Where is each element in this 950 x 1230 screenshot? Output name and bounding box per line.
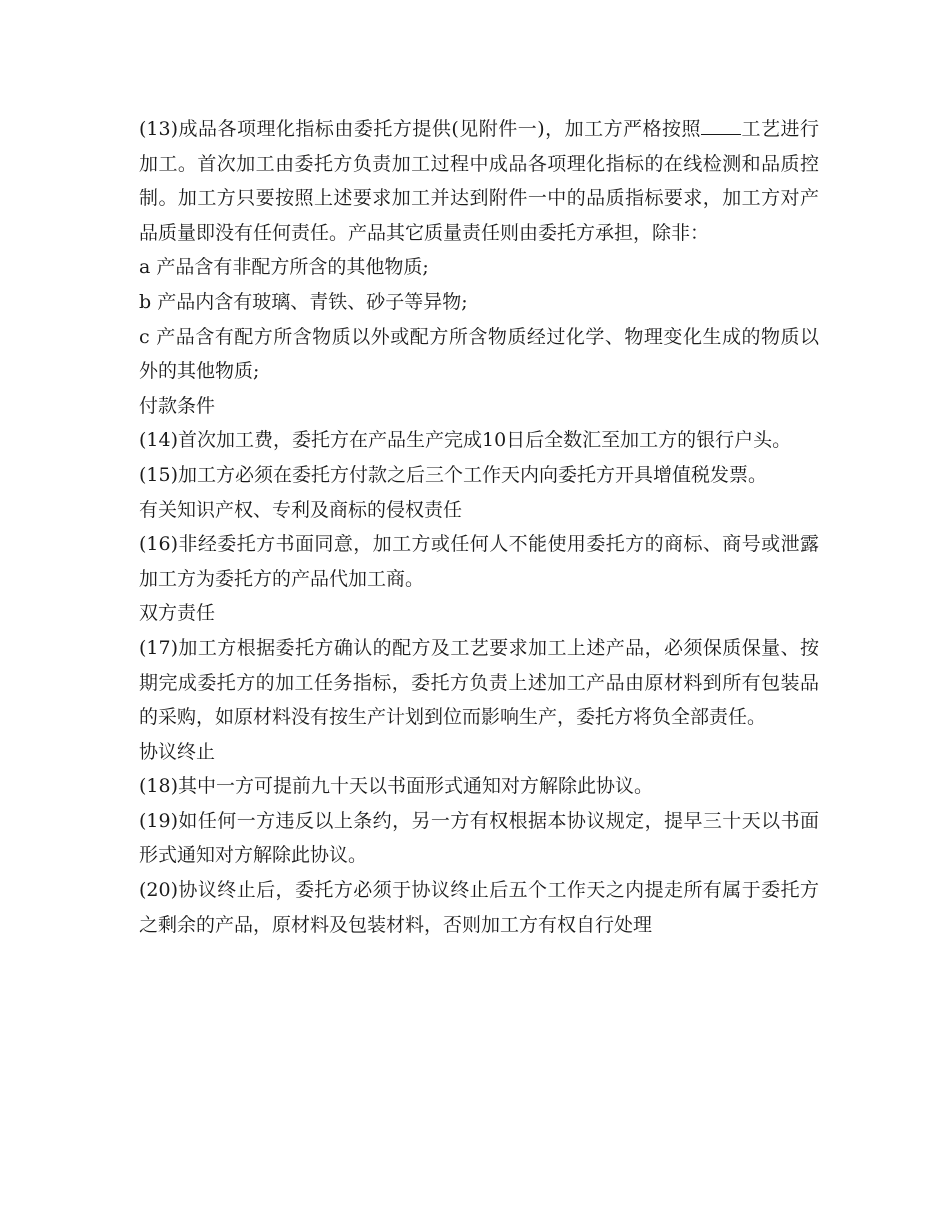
clause-15: (15)加工方必须在委托方付款之后三个工作天内向委托方开具增值税发票。	[139, 463, 768, 486]
clause-16: (16)非经委托方书面同意，加工方或任何人不能使用委托方的商标、商号或泄露加工方为委托方的产品代加工商。	[139, 533, 819, 590]
clause-13	[139, 112, 819, 250]
section-heading-payment: 付款条件	[139, 394, 216, 417]
clause-17: (17)加工方根据委托方确认的配方及工艺要求加工上述产品，必须保质保量、按期完成委托方的加工任务指标，委托方负责上述加工产品由原材料到所有包装品的采购，如原材料没有按生产计划到位而影响生产，委托方将负全部责任。	[139, 636, 819, 729]
clause-18: (18)其中一方可提前九十天以书面形式通知对方解除此协议。	[139, 775, 654, 798]
clause-19: (19)如任何一方违反以上条约，另一方有权根据本协议规定，提早三十天以书面形式通知对方解除此协议。	[139, 809, 819, 867]
section-heading-duties: 双方责任	[139, 602, 216, 625]
exception-item-a: a 产品含有非配方所含的其他物质;	[139, 256, 429, 279]
clause-20: (20)协议终止后，委托方必须于协议终止后五个工作天之内提走所有属于委托方之剩余的产品，原材料及包装材料，否则加工方有权自行处理	[139, 879, 819, 936]
clause-14: (14)首次加工费，委托方在产品生产完成10日后全数汇至加工方的银行户头。	[139, 429, 792, 452]
exception-item-b: b 产品内含有玻璃、青铁、砂子等异物;	[139, 290, 468, 313]
clause-13-text-start: (13)成品各项理化指标由委托方提供(见附件一)，加工方严格按照	[139, 118, 702, 140]
clause-13-text-end: 工艺进行加工。首次加工由委托方负责加工过程中成品各项理化指标的在线检测和品质控制。加工方只要按照上述要求加工并达到附件一中的品质指标要求，加工方对产品质量即没有任何责任。产品其它质量责任则由委托方承担，除非：	[139, 118, 819, 244]
fill-in-blank	[701, 112, 741, 135]
document-body	[139, 112, 819, 942]
section-heading-termination: 协议终止	[139, 740, 216, 763]
section-heading-ip: 有关知识产权、专利及商标的侵权责任	[139, 498, 463, 521]
exception-item-c: c 产品含有配方所含物质以外或配方所含物质经过化学、物理变化生成的物质以外的其他物质;	[139, 325, 819, 383]
